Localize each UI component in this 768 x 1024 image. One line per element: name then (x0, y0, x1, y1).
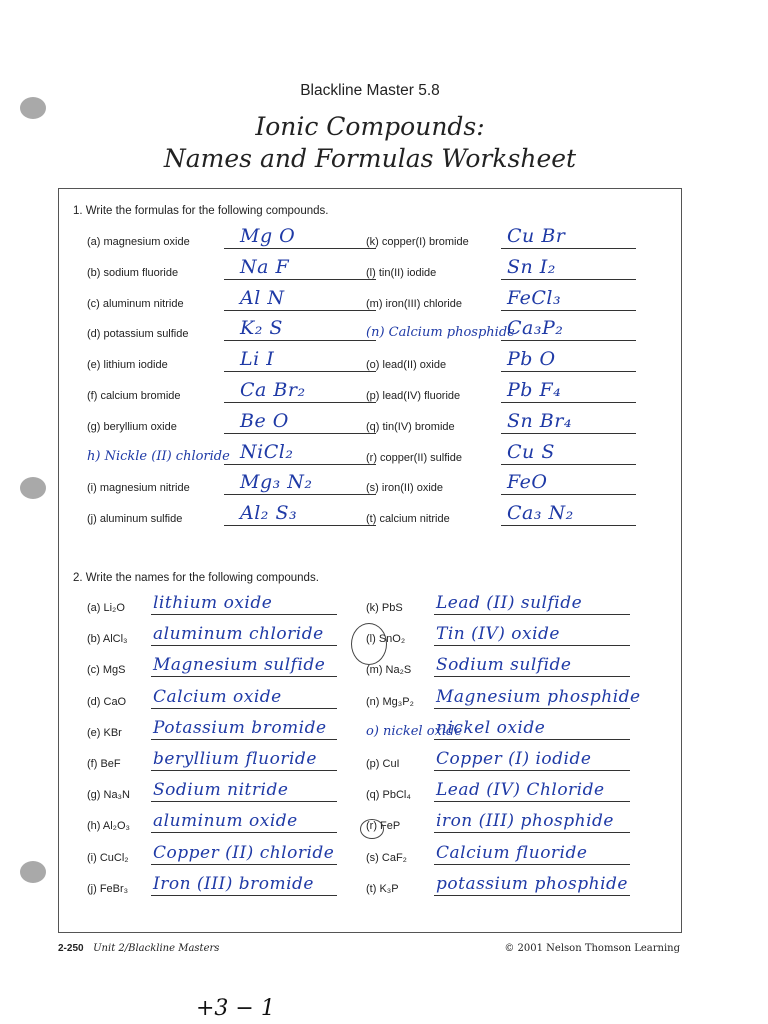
name-row (87, 717, 377, 743)
circle-mark-r (360, 819, 384, 839)
question-label: (g) beryllium oxide (87, 420, 177, 433)
footer-copyright: © 2001 Nelson Thomson Learning (504, 943, 680, 954)
handwritten-answer: Tin (IV) oxide (436, 624, 560, 645)
answer-line (434, 614, 630, 615)
name-row (366, 748, 656, 774)
handwritten-answer: Calcium fluoride (436, 842, 588, 863)
question-label: (e) lithium iodide (87, 359, 168, 372)
question-label: (d) CaO (87, 695, 127, 708)
formula-row (87, 257, 377, 283)
answer-line (151, 801, 337, 802)
answer-line (501, 402, 636, 403)
answer-line (151, 739, 337, 740)
worksheet-title-line1: Ionic Compounds: (255, 112, 485, 141)
answer-line (224, 340, 376, 341)
name-row (366, 810, 656, 836)
name-row (366, 873, 656, 899)
answer-line (501, 248, 636, 249)
name-row (87, 842, 377, 868)
handwritten-answer: Copper (II) chloride (153, 842, 335, 863)
answer-line (434, 895, 630, 896)
formula-row (366, 380, 656, 406)
answer-line (224, 525, 376, 526)
name-row (87, 873, 377, 899)
question-label: (q) tin(IV) bromide (366, 420, 455, 433)
handwritten-answer: potassium phosphide (436, 873, 628, 894)
handwritten-answer: Ca Br₂ (240, 379, 306, 401)
formula-row (366, 349, 656, 375)
question-label: (d) potassium sulfide (87, 328, 189, 341)
answer-line (501, 525, 636, 526)
name-row (366, 717, 656, 743)
answer-line (501, 310, 636, 311)
handwritten-answer: Pb F₄ (507, 379, 562, 401)
handwritten-answer: K₂ S (240, 317, 283, 340)
answer-line (434, 770, 630, 771)
question-label: (k) PbS (366, 602, 403, 614)
answer-line (224, 279, 376, 280)
handwritten-answer: Sn Br₄ (507, 409, 572, 432)
handwritten-answer: Cu Br (507, 225, 566, 247)
handwritten-answer: Li I (240, 348, 275, 371)
formula-row (366, 318, 656, 344)
formula-row (87, 411, 377, 437)
name-row (366, 842, 656, 868)
blackline-master-label: Blackline Master 5.8 (300, 82, 440, 99)
formula-row (366, 226, 656, 252)
handwritten-answer: Mg₃ N₂ (240, 471, 313, 494)
answer-line (501, 371, 636, 372)
circle-mark-l (351, 623, 387, 665)
answer-line (434, 739, 630, 740)
answer-line (151, 864, 337, 865)
formula-row (366, 442, 656, 468)
question-label: (m) iron(III) chloride (366, 297, 462, 310)
answer-line (151, 832, 337, 833)
answer-line (224, 371, 376, 372)
question-label: (i) magnesium nitride (87, 482, 190, 495)
question-label: (b) sodium fluoride (87, 266, 179, 279)
question-label: (c) MgS (87, 664, 126, 677)
answer-line (224, 433, 376, 434)
name-row (87, 779, 377, 805)
handwritten-answer: Lead (II) sulfide (436, 593, 583, 613)
question-label: (k) copper(I) bromide (366, 236, 469, 248)
answer-line (151, 645, 337, 646)
formula-row (87, 349, 377, 375)
handwritten-answer: iron (III) phosphide (436, 811, 614, 832)
answer-line (501, 464, 636, 465)
answer-line (224, 402, 376, 403)
handwritten-answer: Ca₃ N₂ (507, 502, 574, 525)
answer-line (151, 770, 337, 771)
handwritten-answer: Al₂ S₃ (240, 502, 298, 525)
worksheet-box (58, 188, 682, 933)
question-label: (r) copper(II) sulfide (366, 451, 462, 464)
formula-row (87, 226, 377, 252)
handwritten-answer: FeCl₃ (507, 286, 562, 309)
question-label: (l) SnO₂ (366, 633, 406, 646)
question-label: (g) Na₃N (87, 789, 130, 802)
question-label: (e) KBr (87, 726, 122, 739)
name-row (366, 592, 656, 618)
section2-instruction: 2. Write the names for the following compounds. (73, 572, 319, 584)
handwritten-answer: Potassium bromide (153, 717, 327, 738)
formula-row (87, 288, 377, 314)
handwritten-answer: Magnesium phosphide (436, 686, 641, 707)
question-label: (m) Na₂S (366, 664, 412, 677)
name-row (366, 779, 656, 805)
binder-hole-middle (20, 477, 46, 499)
formula-row (87, 318, 377, 344)
handwritten-scribble: +3 − 1 (196, 996, 275, 1021)
answer-line (224, 494, 376, 495)
question-label: (a) Li₂O (87, 602, 125, 614)
question-label: (h) Al₂O₃ (87, 820, 130, 833)
question-label: (t) K₃P (366, 882, 399, 895)
handwritten-answer: Calcium oxide (153, 686, 282, 707)
handwritten-answer: Mg O (240, 225, 296, 247)
formula-row (366, 472, 656, 498)
question-label: (i) CuCl₂ (87, 851, 129, 864)
question-label: (n) Mg₃P₂ (366, 695, 414, 708)
answer-line (434, 676, 630, 677)
answer-line (224, 248, 376, 249)
name-row (87, 654, 377, 680)
answer-line (224, 310, 376, 311)
handwritten-answer: Sodium nitride (153, 780, 289, 801)
answer-line (434, 832, 630, 833)
handwritten-answer: Sodium sulfide (436, 655, 572, 676)
handwritten-answer: NiCl₂ (240, 440, 294, 463)
name-row (366, 654, 656, 680)
handwritten-answer: FeO (507, 471, 548, 494)
handwritten-answer: Lead (IV) Chloride (436, 780, 605, 801)
handwritten-answer: Magnesium sulfide (153, 655, 326, 676)
answer-line (434, 801, 630, 802)
handwritten-answer: Na F (240, 255, 290, 278)
handwritten-answer: nickel oxide (436, 717, 546, 738)
formula-row (87, 380, 377, 406)
question-label: (b) AlCl₃ (87, 633, 128, 646)
question-label: o) nickel oxide (366, 723, 463, 739)
worksheet-title-line2: Names and Formulas Worksheet (163, 144, 577, 173)
question-label: (j) aluminum sulfide (87, 513, 183, 526)
name-row (87, 748, 377, 774)
section1-instruction: 1. Write the formulas for the following compounds. (73, 205, 329, 217)
name-row (366, 686, 656, 712)
formula-row (366, 411, 656, 437)
question-label: (q) PbCl₄ (366, 789, 411, 802)
question-label: (p) CuI (366, 758, 400, 770)
question-label: h) Nickle (II) chloride (87, 448, 230, 464)
answer-line (501, 433, 636, 434)
question-label: (p) lead(IV) fluoride (366, 390, 461, 402)
question-label: (c) aluminum nitride (87, 297, 184, 310)
handwritten-answer: lithium oxide (153, 593, 273, 613)
question-label: (r) FeP (366, 820, 401, 833)
answer-line (501, 279, 636, 280)
question-label: (l) tin(II) iodide (366, 266, 437, 279)
footer-left (58, 943, 219, 954)
handwritten-answer: Cu S (507, 440, 555, 463)
answer-line (434, 708, 630, 709)
answer-line (434, 645, 630, 646)
answer-line (151, 676, 337, 677)
handwritten-answer: Al N (240, 286, 285, 309)
handwritten-answer: Iron (III) bromide (153, 873, 314, 894)
question-label: (s) iron(II) oxide (366, 482, 444, 495)
answer-line (151, 895, 337, 896)
handwritten-answer: aluminum oxide (153, 811, 298, 832)
question-label: (j) FeBr₃ (87, 882, 129, 895)
formula-row (87, 472, 377, 498)
answer-line (501, 494, 636, 495)
name-row (87, 592, 377, 618)
answer-line (434, 864, 630, 865)
question-label: (f) BeF (87, 758, 121, 770)
answer-line (501, 340, 636, 341)
question-label: (o) lead(II) oxide (366, 359, 447, 372)
formula-row (366, 257, 656, 283)
formula-row (87, 503, 377, 529)
question-label: (t) calcium nitride (366, 513, 450, 526)
name-row (87, 686, 377, 712)
formula-row (87, 442, 377, 468)
handwritten-answer: Pb O (507, 348, 556, 371)
formula-row (366, 503, 656, 529)
binder-hole-bottom (20, 861, 46, 883)
handwritten-answer: aluminum chloride (153, 624, 324, 645)
handwritten-answer: Be O (240, 409, 289, 432)
question-label: (n) Calcium phosphide (366, 325, 515, 341)
name-row (87, 810, 377, 836)
handwritten-answer: beryllium fluoride (153, 749, 317, 769)
name-row (87, 623, 377, 649)
question-label: (s) CaF₂ (366, 851, 407, 864)
question-label: (f) calcium bromide (87, 390, 181, 402)
page-number: 2-250 (58, 943, 84, 954)
name-row (366, 623, 656, 649)
handwritten-answer: Copper (I) iodide (436, 749, 592, 769)
unit-label: Unit 2/Blackline Masters (93, 943, 220, 954)
answer-line (151, 708, 337, 709)
question-label: (a) magnesium oxide (87, 236, 190, 248)
handwritten-answer: Sn I₂ (507, 255, 556, 278)
answer-line (151, 614, 337, 615)
answer-line (224, 464, 376, 465)
formula-row (366, 288, 656, 314)
handwritten-answer: Ca₃P₂ (507, 317, 564, 340)
